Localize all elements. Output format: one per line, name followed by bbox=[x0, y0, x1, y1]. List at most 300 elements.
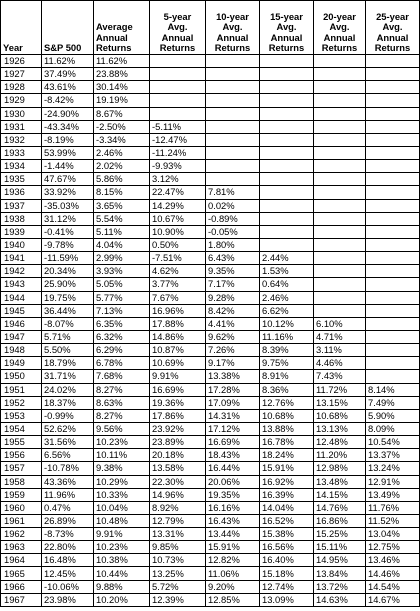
year-cell[interactable]: 1958 bbox=[1, 475, 42, 488]
15-year-cell[interactable] bbox=[260, 133, 314, 146]
20-year-cell[interactable] bbox=[314, 120, 366, 133]
15-year-cell[interactable]: 16.56% bbox=[260, 541, 314, 554]
25-year-cell[interactable]: 7.49% bbox=[366, 396, 420, 409]
year-cell[interactable]: 1966 bbox=[1, 580, 42, 593]
year-cell[interactable]: 1933 bbox=[1, 146, 42, 159]
20-year-cell[interactable]: 14.15% bbox=[314, 488, 366, 501]
sp500-cell[interactable]: 37.49% bbox=[42, 68, 94, 81]
10-year-cell[interactable]: 20.06% bbox=[206, 475, 260, 488]
average-return-cell[interactable]: 8.67% bbox=[94, 107, 150, 120]
average-return-cell[interactable]: 10.48% bbox=[94, 514, 150, 527]
sp500-cell[interactable]: 24.02% bbox=[42, 383, 94, 396]
year-cell[interactable]: 1961 bbox=[1, 514, 42, 527]
15-year-cell[interactable]: 15.91% bbox=[260, 462, 314, 475]
5-year-cell[interactable]: 9.85% bbox=[150, 541, 206, 554]
average-return-cell[interactable]: 10.23% bbox=[94, 541, 150, 554]
25-year-cell[interactable]: 10.54% bbox=[366, 436, 420, 449]
10-year-cell[interactable]: 9.17% bbox=[206, 357, 260, 370]
sp500-cell[interactable]: 22.80% bbox=[42, 541, 94, 554]
average-return-cell[interactable]: 10.04% bbox=[94, 501, 150, 514]
average-return-cell[interactable]: 19.19% bbox=[94, 94, 150, 107]
20-year-cell[interactable]: 13.15% bbox=[314, 396, 366, 409]
year-cell[interactable]: 1964 bbox=[1, 554, 42, 567]
10-year-cell[interactable]: 9.35% bbox=[206, 265, 260, 278]
10-year-cell[interactable]: 16.44% bbox=[206, 462, 260, 475]
20-year-cell[interactable] bbox=[314, 133, 366, 146]
10-year-cell[interactable] bbox=[206, 94, 260, 107]
15-year-cell[interactable]: 8.91% bbox=[260, 370, 314, 383]
10-year-cell[interactable]: -0.05% bbox=[206, 225, 260, 238]
25-year-cell[interactable]: 8.09% bbox=[366, 422, 420, 435]
25-year-cell[interactable] bbox=[366, 357, 420, 370]
year-cell[interactable]: 1940 bbox=[1, 238, 42, 251]
20-year-cell[interactable] bbox=[314, 146, 366, 159]
average-return-cell[interactable]: 8.27% bbox=[94, 383, 150, 396]
5-year-cell[interactable]: 13.31% bbox=[150, 528, 206, 541]
25-year-cell[interactable] bbox=[366, 291, 420, 304]
25-year-cell[interactable] bbox=[366, 199, 420, 212]
average-return-cell[interactable]: 8.63% bbox=[94, 396, 150, 409]
20-year-cell[interactable]: 6.10% bbox=[314, 317, 366, 330]
25-year-cell[interactable] bbox=[366, 370, 420, 383]
average-return-cell[interactable]: 23.88% bbox=[94, 68, 150, 81]
10-year-cell[interactable]: 9.20% bbox=[206, 580, 260, 593]
average-return-cell[interactable]: 9.56% bbox=[94, 422, 150, 435]
20-year-cell[interactable] bbox=[314, 252, 366, 265]
15-year-cell[interactable] bbox=[260, 225, 314, 238]
average-return-cell[interactable]: -2.50% bbox=[94, 120, 150, 133]
5-year-cell[interactable] bbox=[150, 94, 206, 107]
15-year-cell[interactable]: 1.53% bbox=[260, 265, 314, 278]
average-return-cell[interactable]: 2.99% bbox=[94, 252, 150, 265]
10-year-cell[interactable]: 16.16% bbox=[206, 501, 260, 514]
year-cell[interactable]: 1937 bbox=[1, 199, 42, 212]
15-year-cell[interactable]: 16.39% bbox=[260, 488, 314, 501]
year-cell[interactable]: 1957 bbox=[1, 462, 42, 475]
25-year-cell[interactable]: 14.54% bbox=[366, 580, 420, 593]
20-year-cell[interactable]: 16.86% bbox=[314, 514, 366, 527]
10-year-cell[interactable]: 16.43% bbox=[206, 514, 260, 527]
25-year-cell[interactable] bbox=[366, 107, 420, 120]
20-year-cell[interactable]: 12.48% bbox=[314, 436, 366, 449]
20-year-cell[interactable]: 10.68% bbox=[314, 409, 366, 422]
15-year-cell[interactable]: 16.40% bbox=[260, 554, 314, 567]
average-return-cell[interactable]: 6.78% bbox=[94, 357, 150, 370]
sp500-cell[interactable]: -24.90% bbox=[42, 107, 94, 120]
5-year-cell[interactable] bbox=[150, 55, 206, 68]
25-year-cell[interactable] bbox=[366, 133, 420, 146]
10-year-cell[interactable]: -0.89% bbox=[206, 212, 260, 225]
year-cell[interactable]: 1928 bbox=[1, 81, 42, 94]
sp500-cell[interactable]: 47.67% bbox=[42, 173, 94, 186]
5-year-cell[interactable]: 16.69% bbox=[150, 383, 206, 396]
15-year-cell[interactable]: 0.64% bbox=[260, 278, 314, 291]
sp500-cell[interactable]: 5.50% bbox=[42, 344, 94, 357]
5-year-cell[interactable]: 12.79% bbox=[150, 514, 206, 527]
average-return-cell[interactable]: 9.88% bbox=[94, 580, 150, 593]
25-year-cell[interactable]: 11.76% bbox=[366, 501, 420, 514]
25-year-cell[interactable] bbox=[366, 278, 420, 291]
15-year-cell[interactable] bbox=[260, 173, 314, 186]
10-year-cell[interactable]: 9.28% bbox=[206, 291, 260, 304]
20-year-cell[interactable] bbox=[314, 212, 366, 225]
25-year-cell[interactable]: 14.46% bbox=[366, 567, 420, 580]
25-year-cell[interactable] bbox=[366, 212, 420, 225]
header-5-year-returns[interactable] bbox=[150, 1, 206, 55]
20-year-cell[interactable] bbox=[314, 107, 366, 120]
10-year-cell[interactable]: 7.81% bbox=[206, 186, 260, 199]
year-cell[interactable]: 1950 bbox=[1, 370, 42, 383]
sp500-cell[interactable]: -10.78% bbox=[42, 462, 94, 475]
5-year-cell[interactable]: 13.25% bbox=[150, 567, 206, 580]
25-year-cell[interactable]: 14.67% bbox=[366, 593, 420, 606]
header-average-annual-returns[interactable] bbox=[94, 1, 150, 55]
20-year-cell[interactable] bbox=[314, 278, 366, 291]
10-year-cell[interactable]: 7.17% bbox=[206, 278, 260, 291]
10-year-cell[interactable] bbox=[206, 146, 260, 159]
10-year-cell[interactable] bbox=[206, 68, 260, 81]
10-year-cell[interactable]: 12.85% bbox=[206, 593, 260, 606]
year-cell[interactable]: 1932 bbox=[1, 133, 42, 146]
year-cell[interactable]: 1926 bbox=[1, 55, 42, 68]
average-return-cell[interactable]: 8.27% bbox=[94, 409, 150, 422]
5-year-cell[interactable]: -5.11% bbox=[150, 120, 206, 133]
average-return-cell[interactable]: 6.32% bbox=[94, 330, 150, 343]
average-return-cell[interactable]: 11.62% bbox=[94, 55, 150, 68]
header-25-year-returns[interactable] bbox=[366, 1, 420, 55]
year-cell[interactable]: 1948 bbox=[1, 344, 42, 357]
10-year-cell[interactable]: 4.41% bbox=[206, 317, 260, 330]
year-cell[interactable]: 1943 bbox=[1, 278, 42, 291]
10-year-cell[interactable]: 6.43% bbox=[206, 252, 260, 265]
20-year-cell[interactable]: 15.11% bbox=[314, 541, 366, 554]
25-year-cell[interactable] bbox=[366, 225, 420, 238]
year-cell[interactable]: 1945 bbox=[1, 304, 42, 317]
25-year-cell[interactable]: 12.91% bbox=[366, 475, 420, 488]
10-year-cell[interactable]: 14.31% bbox=[206, 409, 260, 422]
sp500-cell[interactable]: 31.12% bbox=[42, 212, 94, 225]
year-cell[interactable]: 1929 bbox=[1, 94, 42, 107]
5-year-cell[interactable]: 14.86% bbox=[150, 330, 206, 343]
15-year-cell[interactable] bbox=[260, 55, 314, 68]
year-cell[interactable]: 1960 bbox=[1, 501, 42, 514]
15-year-cell[interactable]: 6.62% bbox=[260, 304, 314, 317]
20-year-cell[interactable] bbox=[314, 68, 366, 81]
15-year-cell[interactable] bbox=[260, 238, 314, 251]
20-year-cell[interactable]: 13.48% bbox=[314, 475, 366, 488]
15-year-cell[interactable] bbox=[260, 81, 314, 94]
average-return-cell[interactable]: 5.54% bbox=[94, 212, 150, 225]
5-year-cell[interactable]: 0.50% bbox=[150, 238, 206, 251]
sp500-cell[interactable]: 25.90% bbox=[42, 278, 94, 291]
sp500-cell[interactable]: 53.99% bbox=[42, 146, 94, 159]
20-year-cell[interactable] bbox=[314, 160, 366, 173]
15-year-cell[interactable]: 8.39% bbox=[260, 344, 314, 357]
header-20-year-returns[interactable] bbox=[314, 1, 366, 55]
15-year-cell[interactable]: 10.12% bbox=[260, 317, 314, 330]
sp500-cell[interactable]: -43.34% bbox=[42, 120, 94, 133]
5-year-cell[interactable]: 17.86% bbox=[150, 409, 206, 422]
average-return-cell[interactable]: -3.34% bbox=[94, 133, 150, 146]
sp500-cell[interactable]: 18.79% bbox=[42, 357, 94, 370]
20-year-cell[interactable]: 11.72% bbox=[314, 383, 366, 396]
year-cell[interactable]: 1949 bbox=[1, 357, 42, 370]
sp500-cell[interactable]: 6.56% bbox=[42, 449, 94, 462]
10-year-cell[interactable]: 12.82% bbox=[206, 554, 260, 567]
10-year-cell[interactable] bbox=[206, 120, 260, 133]
5-year-cell[interactable] bbox=[150, 81, 206, 94]
25-year-cell[interactable] bbox=[366, 94, 420, 107]
5-year-cell[interactable]: 4.62% bbox=[150, 265, 206, 278]
5-year-cell[interactable]: -9.93% bbox=[150, 160, 206, 173]
year-cell[interactable]: 1953 bbox=[1, 409, 42, 422]
year-cell[interactable]: 1959 bbox=[1, 488, 42, 501]
20-year-cell[interactable] bbox=[314, 291, 366, 304]
10-year-cell[interactable]: 17.28% bbox=[206, 383, 260, 396]
average-return-cell[interactable]: 10.33% bbox=[94, 488, 150, 501]
5-year-cell[interactable]: 14.96% bbox=[150, 488, 206, 501]
average-return-cell[interactable]: 5.77% bbox=[94, 291, 150, 304]
10-year-cell[interactable]: 18.43% bbox=[206, 449, 260, 462]
sp500-cell[interactable]: 33.92% bbox=[42, 186, 94, 199]
average-return-cell[interactable]: 4.04% bbox=[94, 238, 150, 251]
25-year-cell[interactable]: 13.37% bbox=[366, 449, 420, 462]
year-cell[interactable]: 1939 bbox=[1, 225, 42, 238]
average-return-cell[interactable]: 7.13% bbox=[94, 304, 150, 317]
20-year-cell[interactable]: 14.76% bbox=[314, 501, 366, 514]
5-year-cell[interactable]: 5.72% bbox=[150, 580, 206, 593]
sp500-cell[interactable]: -8.42% bbox=[42, 94, 94, 107]
average-return-cell[interactable]: 10.29% bbox=[94, 475, 150, 488]
year-cell[interactable]: 1936 bbox=[1, 186, 42, 199]
15-year-cell[interactable]: 15.38% bbox=[260, 528, 314, 541]
average-return-cell[interactable]: 5.11% bbox=[94, 225, 150, 238]
10-year-cell[interactable] bbox=[206, 55, 260, 68]
15-year-cell[interactable]: 18.24% bbox=[260, 449, 314, 462]
sp500-cell[interactable]: -9.78% bbox=[42, 238, 94, 251]
average-return-cell[interactable]: 6.29% bbox=[94, 344, 150, 357]
year-cell[interactable]: 1946 bbox=[1, 317, 42, 330]
10-year-cell[interactable]: 17.12% bbox=[206, 422, 260, 435]
sp500-cell[interactable]: 43.36% bbox=[42, 475, 94, 488]
15-year-cell[interactable]: 14.04% bbox=[260, 501, 314, 514]
25-year-cell[interactable]: 13.46% bbox=[366, 554, 420, 567]
sp500-cell[interactable]: -11.59% bbox=[42, 252, 94, 265]
15-year-cell[interactable] bbox=[260, 199, 314, 212]
25-year-cell[interactable]: 12.75% bbox=[366, 541, 420, 554]
year-cell[interactable]: 1941 bbox=[1, 252, 42, 265]
average-return-cell[interactable]: 3.65% bbox=[94, 199, 150, 212]
10-year-cell[interactable] bbox=[206, 107, 260, 120]
sp500-cell[interactable]: -8.73% bbox=[42, 528, 94, 541]
15-year-cell[interactable]: 12.74% bbox=[260, 580, 314, 593]
25-year-cell[interactable]: 8.14% bbox=[366, 383, 420, 396]
5-year-cell[interactable]: 12.39% bbox=[150, 593, 206, 606]
20-year-cell[interactable] bbox=[314, 238, 366, 251]
10-year-cell[interactable]: 11.06% bbox=[206, 567, 260, 580]
sp500-cell[interactable]: 19.75% bbox=[42, 291, 94, 304]
5-year-cell[interactable] bbox=[150, 107, 206, 120]
year-cell[interactable]: 1955 bbox=[1, 436, 42, 449]
average-return-cell[interactable]: 5.86% bbox=[94, 173, 150, 186]
sp500-cell[interactable]: 36.44% bbox=[42, 304, 94, 317]
15-year-cell[interactable] bbox=[260, 68, 314, 81]
15-year-cell[interactable]: 2.46% bbox=[260, 291, 314, 304]
25-year-cell[interactable] bbox=[366, 238, 420, 251]
20-year-cell[interactable]: 13.72% bbox=[314, 580, 366, 593]
15-year-cell[interactable] bbox=[260, 146, 314, 159]
5-year-cell[interactable]: 7.67% bbox=[150, 291, 206, 304]
20-year-cell[interactable]: 4.46% bbox=[314, 357, 366, 370]
5-year-cell[interactable]: 13.58% bbox=[150, 462, 206, 475]
25-year-cell[interactable]: 13.04% bbox=[366, 528, 420, 541]
header-15-year-returns[interactable] bbox=[260, 1, 314, 55]
average-return-cell[interactable]: 9.38% bbox=[94, 462, 150, 475]
5-year-cell[interactable]: 10.90% bbox=[150, 225, 206, 238]
sp500-cell[interactable]: 16.48% bbox=[42, 554, 94, 567]
average-return-cell[interactable]: 10.23% bbox=[94, 436, 150, 449]
header-sp500[interactable] bbox=[42, 1, 94, 55]
5-year-cell[interactable]: 22.47% bbox=[150, 186, 206, 199]
5-year-cell[interactable] bbox=[150, 68, 206, 81]
sp500-cell[interactable]: 5.71% bbox=[42, 330, 94, 343]
year-cell[interactable]: 1963 bbox=[1, 541, 42, 554]
year-cell[interactable]: 1967 bbox=[1, 593, 42, 606]
sp500-cell[interactable]: 31.71% bbox=[42, 370, 94, 383]
15-year-cell[interactable]: 9.75% bbox=[260, 357, 314, 370]
sp500-cell[interactable]: -10.06% bbox=[42, 580, 94, 593]
25-year-cell[interactable] bbox=[366, 265, 420, 278]
10-year-cell[interactable]: 13.38% bbox=[206, 370, 260, 383]
25-year-cell[interactable] bbox=[366, 160, 420, 173]
sp500-cell[interactable]: -8.07% bbox=[42, 317, 94, 330]
sp500-cell[interactable]: 11.62% bbox=[42, 55, 94, 68]
15-year-cell[interactable] bbox=[260, 212, 314, 225]
year-cell[interactable]: 1956 bbox=[1, 449, 42, 462]
10-year-cell[interactable] bbox=[206, 81, 260, 94]
20-year-cell[interactable]: 4.71% bbox=[314, 330, 366, 343]
average-return-cell[interactable]: 10.38% bbox=[94, 554, 150, 567]
sp500-cell[interactable]: 23.98% bbox=[42, 593, 94, 606]
average-return-cell[interactable]: 10.44% bbox=[94, 567, 150, 580]
20-year-cell[interactable]: 13.13% bbox=[314, 422, 366, 435]
year-cell[interactable]: 1954 bbox=[1, 422, 42, 435]
15-year-cell[interactable] bbox=[260, 107, 314, 120]
20-year-cell[interactable] bbox=[314, 225, 366, 238]
year-cell[interactable]: 1934 bbox=[1, 160, 42, 173]
25-year-cell[interactable] bbox=[366, 120, 420, 133]
5-year-cell[interactable]: 3.77% bbox=[150, 278, 206, 291]
20-year-cell[interactable]: 7.43% bbox=[314, 370, 366, 383]
20-year-cell[interactable] bbox=[314, 94, 366, 107]
5-year-cell[interactable]: 10.87% bbox=[150, 344, 206, 357]
25-year-cell[interactable] bbox=[366, 146, 420, 159]
15-year-cell[interactable] bbox=[260, 160, 314, 173]
year-cell[interactable]: 1952 bbox=[1, 396, 42, 409]
5-year-cell[interactable]: 19.36% bbox=[150, 396, 206, 409]
5-year-cell[interactable]: -7.51% bbox=[150, 252, 206, 265]
average-return-cell[interactable]: 2.46% bbox=[94, 146, 150, 159]
20-year-cell[interactable] bbox=[314, 265, 366, 278]
20-year-cell[interactable] bbox=[314, 173, 366, 186]
10-year-cell[interactable] bbox=[206, 133, 260, 146]
20-year-cell[interactable]: 15.25% bbox=[314, 528, 366, 541]
sp500-cell[interactable]: 43.61% bbox=[42, 81, 94, 94]
20-year-cell[interactable] bbox=[314, 304, 366, 317]
15-year-cell[interactable]: 2.44% bbox=[260, 252, 314, 265]
year-cell[interactable]: 1965 bbox=[1, 567, 42, 580]
sp500-cell[interactable]: 31.56% bbox=[42, 436, 94, 449]
25-year-cell[interactable] bbox=[366, 173, 420, 186]
average-return-cell[interactable]: 8.15% bbox=[94, 186, 150, 199]
15-year-cell[interactable]: 10.68% bbox=[260, 409, 314, 422]
year-cell[interactable]: 1931 bbox=[1, 120, 42, 133]
average-return-cell[interactable]: 5.05% bbox=[94, 278, 150, 291]
5-year-cell[interactable]: 20.18% bbox=[150, 449, 206, 462]
average-return-cell[interactable]: 30.14% bbox=[94, 81, 150, 94]
5-year-cell[interactable]: 9.91% bbox=[150, 370, 206, 383]
5-year-cell[interactable]: -11.24% bbox=[150, 146, 206, 159]
5-year-cell[interactable]: 14.29% bbox=[150, 199, 206, 212]
25-year-cell[interactable] bbox=[366, 186, 420, 199]
sp500-cell[interactable]: -8.19% bbox=[42, 133, 94, 146]
15-year-cell[interactable]: 16.78% bbox=[260, 436, 314, 449]
5-year-cell[interactable]: 8.92% bbox=[150, 501, 206, 514]
20-year-cell[interactable]: 13.84% bbox=[314, 567, 366, 580]
sp500-cell[interactable]: 18.37% bbox=[42, 396, 94, 409]
5-year-cell[interactable]: 23.89% bbox=[150, 436, 206, 449]
25-year-cell[interactable]: 13.24% bbox=[366, 462, 420, 475]
5-year-cell[interactable]: 22.30% bbox=[150, 475, 206, 488]
15-year-cell[interactable] bbox=[260, 94, 314, 107]
sp500-cell[interactable]: -0.41% bbox=[42, 225, 94, 238]
5-year-cell[interactable]: -12.47% bbox=[150, 133, 206, 146]
average-return-cell[interactable]: 2.02% bbox=[94, 160, 150, 173]
year-cell[interactable]: 1951 bbox=[1, 383, 42, 396]
5-year-cell[interactable]: 17.88% bbox=[150, 317, 206, 330]
year-cell[interactable]: 1935 bbox=[1, 173, 42, 186]
15-year-cell[interactable]: 15.18% bbox=[260, 567, 314, 580]
25-year-cell[interactable] bbox=[366, 252, 420, 265]
20-year-cell[interactable]: 3.11% bbox=[314, 344, 366, 357]
sp500-cell[interactable]: -35.03% bbox=[42, 199, 94, 212]
15-year-cell[interactable] bbox=[260, 186, 314, 199]
10-year-cell[interactable] bbox=[206, 160, 260, 173]
15-year-cell[interactable]: 16.92% bbox=[260, 475, 314, 488]
20-year-cell[interactable]: 11.20% bbox=[314, 449, 366, 462]
10-year-cell[interactable]: 8.42% bbox=[206, 304, 260, 317]
year-cell[interactable]: 1944 bbox=[1, 291, 42, 304]
header-year[interactable] bbox=[1, 1, 42, 55]
15-year-cell[interactable] bbox=[260, 120, 314, 133]
10-year-cell[interactable]: 19.35% bbox=[206, 488, 260, 501]
sp500-cell[interactable]: 12.45% bbox=[42, 567, 94, 580]
average-return-cell[interactable]: 7.68% bbox=[94, 370, 150, 383]
20-year-cell[interactable] bbox=[314, 55, 366, 68]
20-year-cell[interactable] bbox=[314, 81, 366, 94]
average-return-cell[interactable]: 6.35% bbox=[94, 317, 150, 330]
15-year-cell[interactable]: 8.36% bbox=[260, 383, 314, 396]
25-year-cell[interactable] bbox=[366, 68, 420, 81]
year-cell[interactable]: 1947 bbox=[1, 330, 42, 343]
15-year-cell[interactable]: 11.16% bbox=[260, 330, 314, 343]
year-cell[interactable]: 1962 bbox=[1, 528, 42, 541]
sp500-cell[interactable]: 20.34% bbox=[42, 265, 94, 278]
20-year-cell[interactable] bbox=[314, 199, 366, 212]
average-return-cell[interactable]: 10.20% bbox=[94, 593, 150, 606]
5-year-cell[interactable]: 10.69% bbox=[150, 357, 206, 370]
25-year-cell[interactable] bbox=[366, 81, 420, 94]
